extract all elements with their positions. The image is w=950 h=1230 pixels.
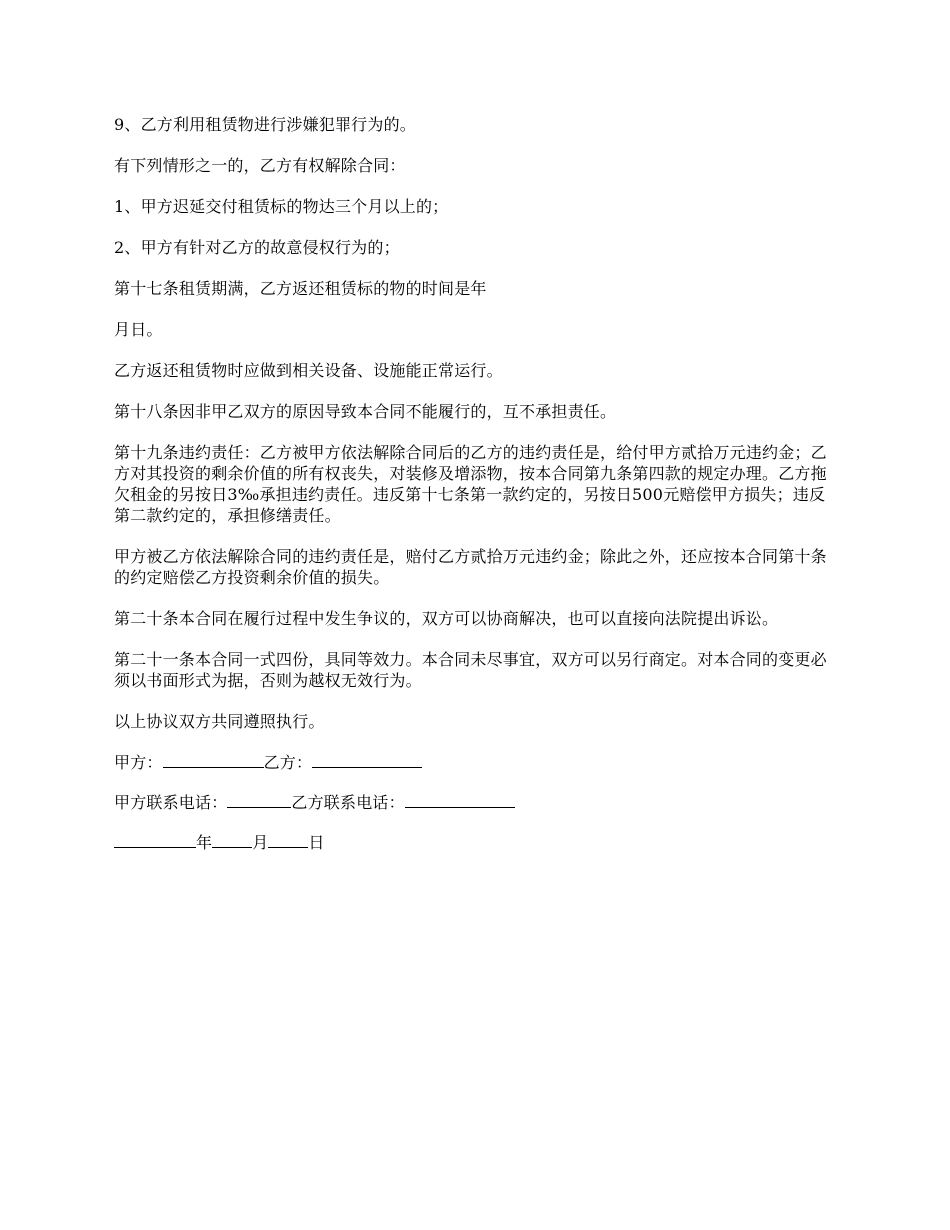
- paragraph-3: 1、甲方迟延交付租赁标的物达三个月以上的；: [114, 197, 449, 216]
- signature-date-line: [114, 832, 840, 853]
- paragraph-4: 2、甲方有针对乙方的故意侵权行为的；: [114, 238, 400, 257]
- paragraph-13: 以上协议双方共同遵照执行。: [114, 712, 325, 731]
- party-a-phone-label: 甲方联系电话：: [114, 793, 228, 812]
- year-label: 年: [196, 833, 213, 852]
- year-blank: [114, 832, 196, 848]
- paragraph-6: 月日。: [114, 320, 163, 339]
- month-label: 月: [252, 833, 269, 852]
- paragraph-7: 乙方返还租赁物时应做到相关设备、设施能正常运行。: [114, 361, 503, 380]
- paragraph-9: 第十九条违约责任：乙方被甲方依法解除合同后的乙方的违约责任是，给付甲方贰拾万元违约金；乙方对其投资的剩余价值的所有权丧失，对装修及增添物，按本合同第九条第四款的规定办理。乙方拖欠租金的另按日3‰承担违约责任。违反第十七条第一款约定的，另按日500元赔偿甲方损失；违反第二款约定的，承担修缮责任。: [114, 443, 827, 525]
- party-a-phone-blank: [227, 792, 291, 808]
- paragraph-5: 第十七条租赁期满，乙方返还租赁标的物的时间是年: [114, 279, 487, 298]
- paragraph-1: 9、乙方利用租赁物进行涉嫌犯罪行为的。: [114, 115, 416, 134]
- party-a-label: 甲方：: [114, 753, 163, 772]
- party-b-blank: [312, 752, 422, 768]
- paragraph-10: 甲方被乙方依法解除合同的违约责任是，赔付乙方贰拾万元违约金；除此之外，还应按本合同第十条的约定赔偿乙方投资剩余价值的损失。: [114, 547, 827, 587]
- party-a-blank: [163, 752, 264, 768]
- paragraph-11: 第二十条本合同在履行过程中发生争议的，双方可以协商解决，也可以直接向法院提出诉讼。: [114, 609, 779, 628]
- paragraph-8: 第十八条因非甲乙双方的原因导致本合同不能履行的，互不承担责任。: [114, 402, 617, 421]
- paragraph-2: 有下列情形之一的，乙方有权解除合同：: [114, 156, 406, 175]
- document-body: [114, 114, 840, 872]
- party-b-label: 乙方：: [263, 753, 313, 772]
- party-b-phone-blank: [405, 792, 515, 808]
- month-blank: [212, 832, 252, 848]
- paragraph-12: 第二十一条本合同一式四份，具同等效力。本合同未尽事宜，双方可以另行商定。对本合同的变更必须以书面形式为据，否则为越权无效行为。: [114, 650, 827, 690]
- party-b-phone-label: 乙方联系电话：: [291, 793, 405, 812]
- signature-parties-line: [114, 752, 840, 773]
- signature-phone-line: [114, 792, 840, 813]
- day-blank: [268, 832, 308, 848]
- day-label: 日: [308, 833, 325, 852]
